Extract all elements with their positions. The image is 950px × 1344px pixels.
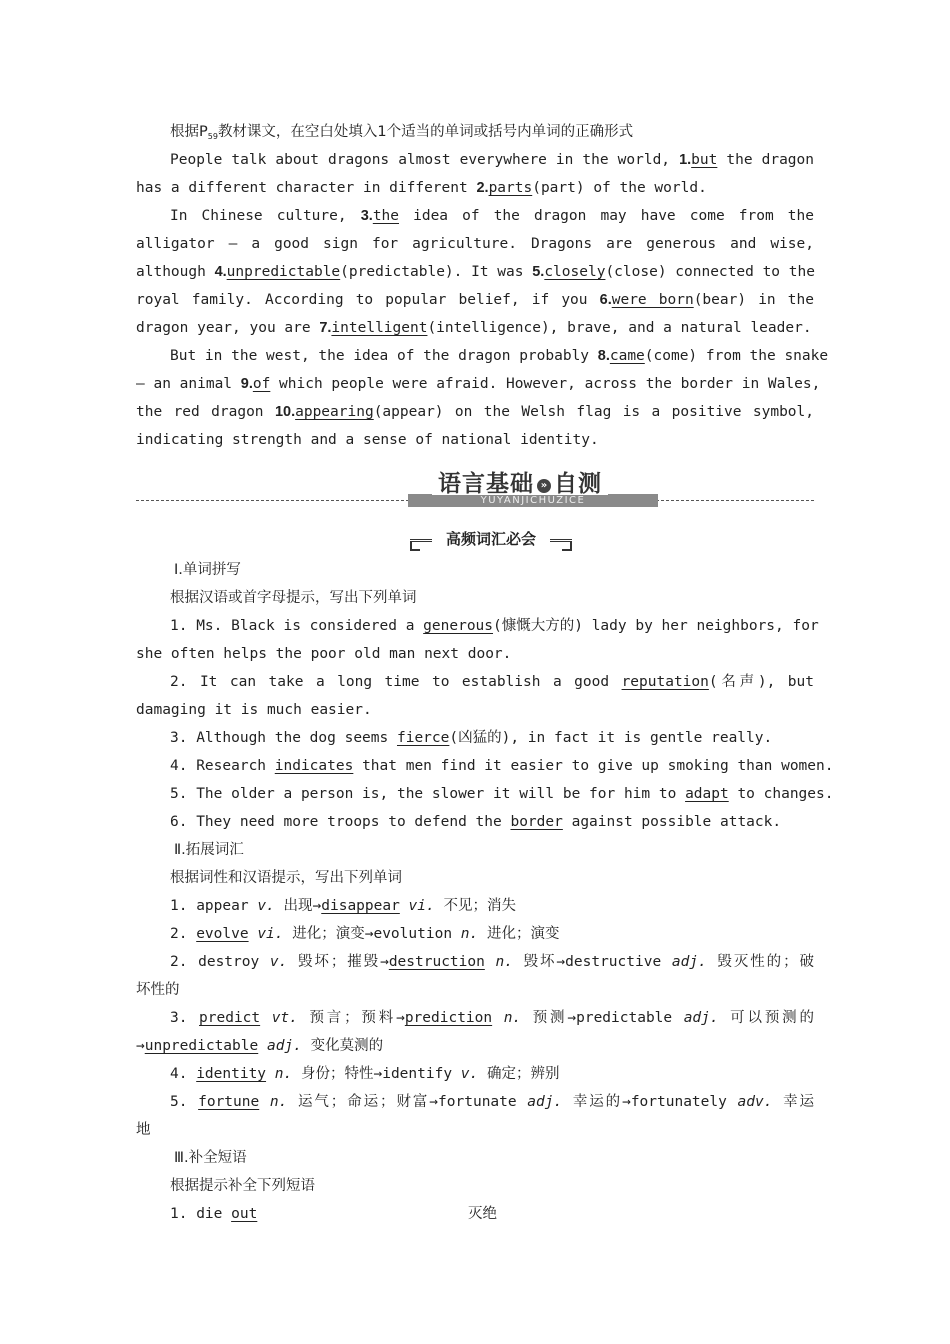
blank-number: 8. (597, 348, 610, 364)
answer-blank: unpredictable (144, 1038, 259, 1054)
question-line: 4. Research indicates that men find it easier to give up smoking than women. (170, 758, 834, 774)
answer-blank: destruction (388, 954, 485, 970)
reading-instruction (170, 122, 814, 147)
answer-blank: of (252, 376, 271, 392)
section-heading: Ⅱ.拓展词汇 (174, 842, 244, 858)
answer-blank: unpredictable (226, 264, 341, 280)
text-line: the red dragon 10.appearing(appear) on the Welsh flag is a positive symbol, (136, 404, 814, 420)
answer-blank: disappear (321, 898, 400, 914)
question-line: 6. They need more troops to defend the border against possible attack. (170, 814, 782, 830)
vocab-line: 5. fortune n. 运气；命运；财富→fortunate adj. 幸运的→fortunately adv. 幸运 (170, 1094, 814, 1110)
answer-blank: fierce (396, 730, 450, 746)
phrase-line: 1. die out (170, 1206, 258, 1222)
vocab-line: 1. appear v. 出现→disappear vi. 不见；消失 (170, 898, 516, 914)
answer-blank: fortune (198, 1094, 260, 1110)
instr-text: 教材课文，在空白处填入1个适当的单词或括号内单词的正确形式 (217, 124, 634, 140)
text-line: alligator — a good sign for agriculture. Dragons are generous and wise, (136, 236, 814, 252)
banner-pinyin: YUYANJICHUZICE (408, 494, 658, 507)
text-line: has a different character in different 2.parts(part) of the world. (136, 180, 707, 196)
vocab-line: 坏性的 (136, 982, 180, 998)
answer-blank: came (609, 348, 645, 364)
answer-blank: closely (544, 264, 606, 280)
vocab-line: 地 (136, 1122, 151, 1138)
phrase-meaning: 灭绝 (468, 1206, 497, 1222)
text-line: In Chinese culture, 3.the idea of the dragon may have come from the (170, 208, 814, 224)
answer-blank: generous (423, 618, 494, 634)
blank-number: 1. (679, 152, 692, 168)
answer-blank: evolve (196, 926, 249, 942)
answer-blank: indicates (274, 758, 354, 774)
answer-blank: reputation (621, 674, 709, 690)
section-instruction: 根据词性和汉语提示，写出下列单词 (170, 870, 402, 886)
blank-number: 6. (599, 292, 612, 308)
question-line: she often helps the poor old man next door. (136, 646, 512, 662)
question-line: 2. It can take a long time to establish a good reputation(名声), but (170, 674, 814, 690)
text-line: royal family. According to popular belief, if you 6.were born(bear) in the (136, 292, 814, 308)
text-line: although 4.unpredictable(predictable). It was 5.closely(close) connected to the (136, 264, 815, 280)
text-line: dragon year, you are 7.intelligent(intelligence), brave, and a natural leader. (136, 320, 812, 336)
answer-blank: prediction (404, 1010, 493, 1026)
answer-blank: appearing (295, 404, 374, 420)
answer-blank: out (231, 1206, 258, 1222)
page-subscript: 59 (207, 132, 218, 141)
answer-blank: adapt (685, 786, 729, 802)
section-instruction: 根据汉语或首字母提示，写出下列单词 (170, 590, 417, 606)
banner-title: 语言基础 » 自测 (432, 465, 608, 495)
blank-number: 10. (274, 404, 296, 420)
blank-number: 9. (240, 376, 253, 392)
answer-blank: the (372, 208, 400, 224)
answer-blank: identity (196, 1066, 267, 1082)
arrow-icon: » (537, 479, 551, 493)
answer-blank: but (691, 152, 718, 168)
vocab-line: →unpredictable adj. 变化莫测的 (136, 1038, 384, 1054)
vocab-line: 2. destroy v. 毁坏；摧毁→destruction n. 毁坏→destructive adj. 毁灭性的；破 (170, 954, 814, 970)
section-heading: Ⅲ.补全短语 (174, 1150, 247, 1166)
question-line: 1. Ms. Black is considered a generous(慷慨大方的) lady by her neighbors, for (170, 618, 819, 634)
question-line: damaging it is much easier. (136, 702, 372, 718)
question-line: 3. Although the dog seems fierce(凶猛的), in fact it is gentle really. (170, 730, 773, 746)
blank-number: 4. (214, 264, 227, 280)
vocab-line: 2. evolve vi. 进化；演变→evolution n. 进化；演变 (170, 926, 560, 942)
vocab-line: 4. identity n. 身份；特性→identify v. 确定；辨别 (170, 1066, 560, 1082)
text-line: — an animal 9.of which people were afraid. However, across the border in Wales, (136, 376, 821, 392)
question-line: 5. The older a person is, the slower it will be for him to adapt to changes. (170, 786, 834, 802)
vocab-line: 3. predict vt. 预言；预料→prediction n. 预测→predictable adj. 可以预测的 (170, 1010, 814, 1026)
text-line: People talk about dragons almost everywhere in the world, 1.but the dragon (170, 152, 814, 168)
blank-number: 3. (360, 208, 373, 224)
blank-number: 7. (319, 320, 332, 336)
answer-blank: parts (488, 180, 533, 196)
answer-blank: intelligent (331, 320, 428, 336)
answer-blank: were born (611, 292, 694, 308)
text-line: indicating strength and a sense of national identity. (136, 432, 599, 448)
section-banner (136, 465, 814, 515)
text-line: But in the west, the idea of the dragon probably 8.came(come) from the snake (170, 348, 829, 364)
subsection-heading: 高频词汇必会 (410, 529, 572, 551)
answer-blank: border (510, 814, 563, 830)
blank-number: 5. (532, 264, 545, 280)
section-heading: Ⅰ.单词拼写 (174, 562, 241, 578)
answer-blank: predict (199, 1010, 261, 1026)
section-instruction: 根据提示补全下列短语 (170, 1178, 315, 1194)
blank-number: 2. (476, 180, 489, 196)
instr-text: 根据P (170, 124, 208, 140)
